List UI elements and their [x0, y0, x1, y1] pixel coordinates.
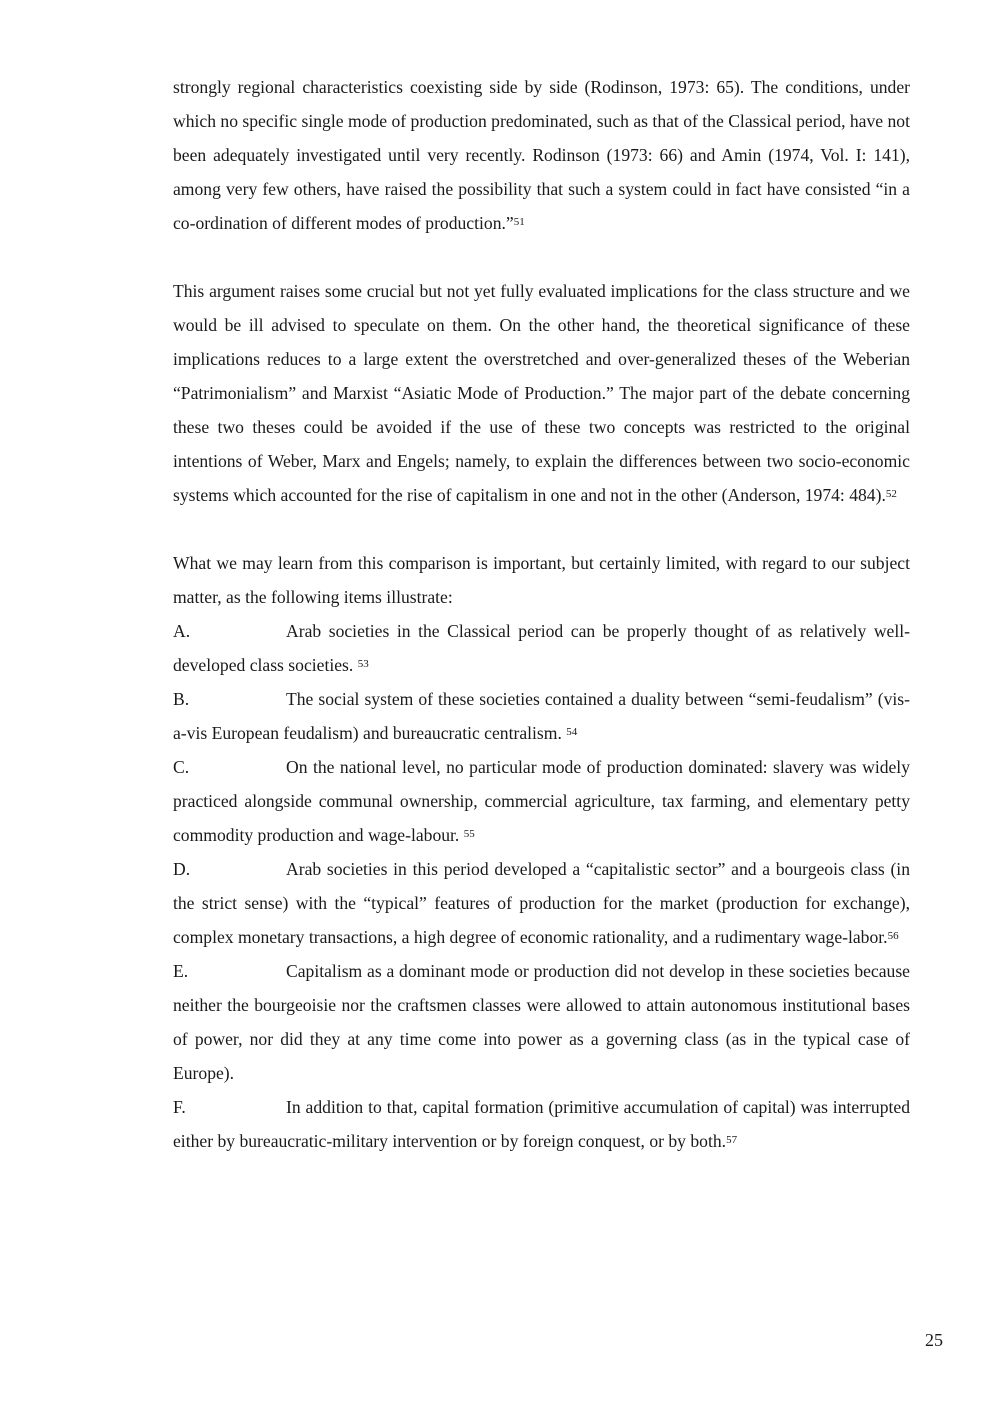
list-item-a-letter: A.: [173, 621, 191, 641]
list-item-b-letter: B.: [173, 689, 190, 709]
paragraph-3: [173, 546, 910, 614]
list-item-a-text: Arab societies in the Classical period can be properly thought of as relatively well-developed class societies.: [173, 621, 910, 675]
list-item-e: [173, 954, 910, 1090]
list-item-c-text: On the national level, no particular mode of production dominated: slavery was widely practiced alongside communal ownership, commercial agriculture, tax farming, and elementary petty commodity production and wage-labour.: [173, 757, 910, 845]
paragraph-3-text: What we may learn from this comparison is important, but certainly limited, with regard to our subject matter, as the following items illustrate:: [173, 553, 910, 607]
paragraph-2: [173, 274, 910, 512]
list-item-d-text: Arab societies in this period developed a “capitalistic sector” and a bourgeois class (in the strict sense) with the “typical” features of production for the market (production for exchange), complex monetary transactions, a high degree of economic rationality, and a rudimentary wage-labor.: [173, 859, 910, 947]
list-item-c-letter: C.: [173, 757, 190, 777]
footnote-ref-56[interactable]: 56: [887, 930, 899, 942]
list-item-d: [173, 852, 910, 954]
list-item-f-letter: F.: [173, 1097, 186, 1117]
page-body: [173, 70, 910, 1158]
footnote-ref-52[interactable]: 52: [885, 488, 897, 500]
paragraph-1-text: strongly regional characteristics coexisting side by side (Rodinson, 1973: 65). The conditions, under which no specific single mode of production predominated, such as that of the Classical period, have not been adequately investigated until very recently. Rodinson (1973: 66) and Amin (1974, Vol. I: 141), among very few others, have raised the possibility that such a system could in fact have consisted “in a co-ordination of different modes of production.”: [173, 77, 910, 233]
page-number: 25: [925, 1330, 943, 1350]
list-item-e-text: Capitalism as a dominant mode or production did not develop in these societies because neither the bourgeoisie nor the craftsmen classes were allowed to attain autonomous institutional bases of power, nor did they at any time come into power as a governing class (as in the typical case of Europe).: [173, 961, 910, 1083]
list-item-f: [173, 1090, 910, 1158]
paragraph-2-text: This argument raises some crucial but not yet fully evaluated implications for the class structure and we would be ill advised to speculate on them. On the other hand, the theoretical significance of these implications reduces to a large extent the overstretched and over-generalized theses of the Weberian “Patrimonialism” and Marxist “Asiatic Mode of Production.” The major part of the debate concerning these two theses could be avoided if the use of these two concepts was restricted to the original intentions of Weber, Marx and Engels; namely, to explain the differences between two socio-economic systems which accounted for the rise of capitalism in one and not in the other (Anderson, 1974: 484).: [173, 281, 910, 505]
paragraph-1: [173, 70, 910, 240]
footnote-ref-51[interactable]: 51: [513, 216, 525, 228]
list-item-d-letter: D.: [173, 859, 191, 879]
list-item-b: [173, 682, 910, 750]
list-item-e-letter: E.: [173, 961, 189, 981]
footnote-ref-55[interactable]: 55: [463, 828, 475, 840]
list-item-f-text: In addition to that, capital formation (primitive accumulation of capital) was interrupted either by bureaucratic-military intervention or by foreign conquest, or by both.: [173, 1097, 910, 1151]
footnote-ref-54[interactable]: 54: [566, 726, 578, 738]
list-item-a: [173, 614, 910, 682]
list-item-c: [173, 750, 910, 852]
footnote-ref-53[interactable]: 53: [357, 658, 369, 670]
list-item-b-text: The social system of these societies contained a duality between “semi-feudalism” (vis-a-vis European feudalism) and bureaucratic centralism.: [173, 689, 910, 743]
footnote-ref-57[interactable]: 57: [726, 1134, 738, 1146]
